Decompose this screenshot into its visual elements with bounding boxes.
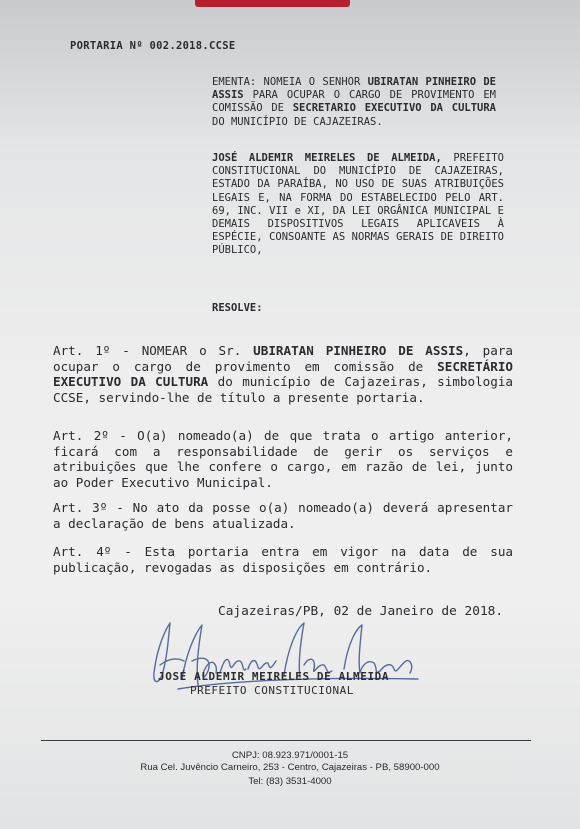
signer-preamble-text: PREFEITO CONSTITUCIONAL DO MUNICÍPIO DE CAJAZEIRAS, ESTADO DA PARAÍBA, NO USO DE SUAS ATRIBUIÇÕES LEGAIS E, NA FORMA DO ESTABELECIDO PELO ART. 69, INC. VII e XI, DA LEI ORGÂNICA MUNICIPAL E DEMAIS DISPOSITIVOS LEGAIS APLICAVEIS À ESPÉCIE, CONSOANTE AS NORMAS GERAIS DE DIREITO PÚBLICO, xyxy=(212,152,504,257)
ementa-position: SECRETARIO EXECUTIVO DA CULTURA xyxy=(292,102,497,115)
ementa-nominee-name: UBIRATAN PINHEIRO DE ASSIS xyxy=(212,76,497,102)
ementa-middle: PARA OCUPAR O CARGO DE PROVIMENTO EM COMISSÃO DE xyxy=(212,89,496,115)
article-1-nominee-name: UBIRATAN PINHEIRO DE ASSIS xyxy=(253,343,464,358)
article-1-middle: , para ocupar o cargo de provimento em comissão de xyxy=(53,343,513,374)
article-4: Art. 4º - Esta portaria entra em vigor na data de sua publicação, revogadas as disposições em contrário. xyxy=(53,544,513,575)
article-1 xyxy=(53,343,513,405)
ementa-prefix: EMENTA: NOMEIA O SENHOR xyxy=(212,76,368,88)
article-2: Art. 2º - O(a) nomeado(a) de que trata o artigo anterior, ficará com a responsabilidade de gerir os serviços e atribuições que lhe confere o cargo, em razão de lei, junto ao Poder Executivo Municipal. xyxy=(53,428,513,490)
article-3: Art. 3º - No ato da posse o(a) nomeado(a) deverá apresentar a declaração de bens atualizada. xyxy=(53,500,513,531)
signer-preamble xyxy=(212,152,504,258)
place-and-date: Cajazeiras/PB, 02 de Janeiro de 2018. xyxy=(218,604,504,619)
ementa xyxy=(212,76,496,129)
letterhead-red-band xyxy=(195,0,350,7)
footer-divider xyxy=(41,740,531,741)
resolve-heading: RESOLVE: xyxy=(212,302,263,314)
signatory-name: JOSÉ ALDEMIR MEIRELES DE ALMEIDA xyxy=(158,670,390,683)
article-1-position: SECRETÁRIO EXECUTIVO DA CULTURA xyxy=(53,358,513,390)
portaria-number: PORTARIA Nº 002.2018.CCSE xyxy=(70,40,236,52)
footer-address: Rua Cel. Juvêncio Carneiro, 253 - Centro, Cajazeiras - PB, 58900-000 xyxy=(140,762,440,773)
footer-phone-cut-off: Tel: (83) 3531-4000 xyxy=(248,776,332,787)
footer-cnpj: CNPJ: 08.923.971/0001-15 xyxy=(231,750,349,761)
signatory-title: PREFEITO CONSTITUCIONAL xyxy=(190,684,354,697)
article-1-lead: Art. 1º - NOMEAR o Sr. xyxy=(53,343,254,358)
ementa-suffix: DO MUNICÍPIO DE CAJAZEIRAS. xyxy=(212,115,383,128)
signer-name: JOSÉ ALDEMIR MEIRELES DE ALMEIDA, xyxy=(212,152,442,164)
article-1-tail: do município de Cajazeiras, simbologia CCSE, servindo-lhe de título a presente portaria. xyxy=(53,374,513,405)
